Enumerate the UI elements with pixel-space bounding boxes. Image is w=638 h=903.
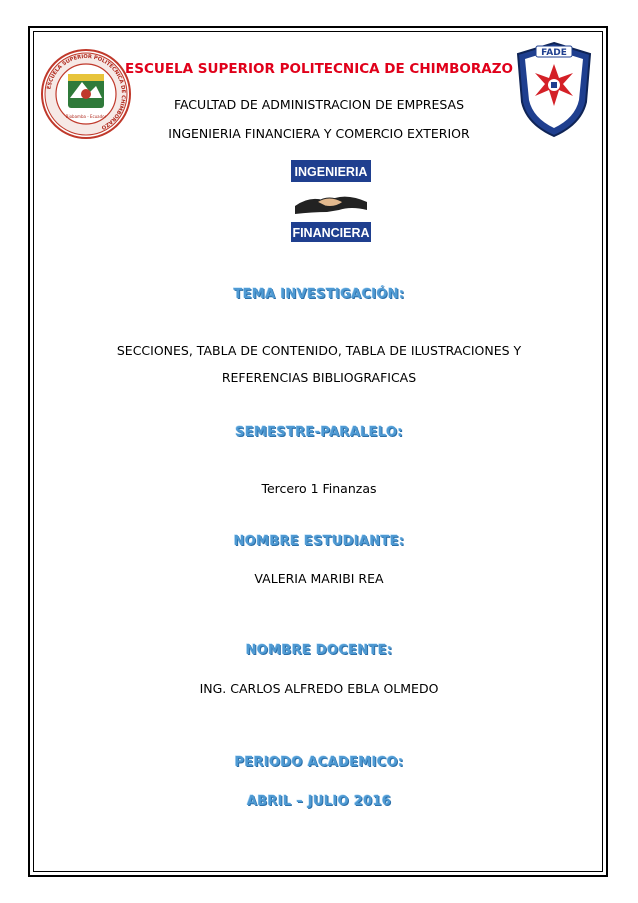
svg-text:FINANCIERA: FINANCIERA xyxy=(292,226,370,240)
page-border-inner xyxy=(33,31,603,872)
svg-text:INGENIERIA: INGENIERIA xyxy=(294,165,368,179)
svg-text:ESCUELA SUPERIOR POLITECNICA D: ESCUELA SUPERIOR POLITECNICA DE CHIMBORAZO xyxy=(46,53,127,131)
estudiante-label: NOMBRE ESTUDIANTE: xyxy=(233,534,405,549)
faculty-name: FACULTAD DE ADMINISTRACION DE EMPRESAS xyxy=(173,97,465,112)
ingenieria-financiera-logo xyxy=(291,160,371,242)
tema-line-2: REFERENCIAS BIBLIOGRAFICAS xyxy=(221,370,417,385)
fade-logo-title: FADE xyxy=(541,48,567,58)
estudiante-value: VALERIA MARIBI REA xyxy=(254,571,384,586)
semestre-value: Tercero 1 Finanzas xyxy=(261,481,377,496)
periodo-value: ABRIL – JULIO 2016 xyxy=(246,794,392,809)
svg-text:Riobamba - Ecuador: Riobamba - Ecuador xyxy=(65,114,107,119)
docente-label: NOMBRE DOCENTE: xyxy=(245,643,393,658)
docente-value: ING. CARLOS ALFREDO EBLA OLMEDO xyxy=(199,681,439,696)
tema-label: TEMA INVESTIGACIÓN: xyxy=(233,287,405,302)
periodo-label: PERIODO ACADEMICO: xyxy=(234,755,404,770)
tema-line-1: SECCIONES, TABLA DE CONTENIDO, TABLA DE ILUSTRACIONES Y xyxy=(116,343,522,358)
career-name: INGENIERIA FINANCIERA Y COMERCIO EXTERIOR xyxy=(168,126,470,141)
school-name: ESCUELA SUPERIOR POLITECNICA DE CHIMBORAZO xyxy=(125,61,513,77)
semestre-label: SEMESTRE-PARALELO: xyxy=(235,425,403,440)
fade-logo xyxy=(513,40,595,140)
